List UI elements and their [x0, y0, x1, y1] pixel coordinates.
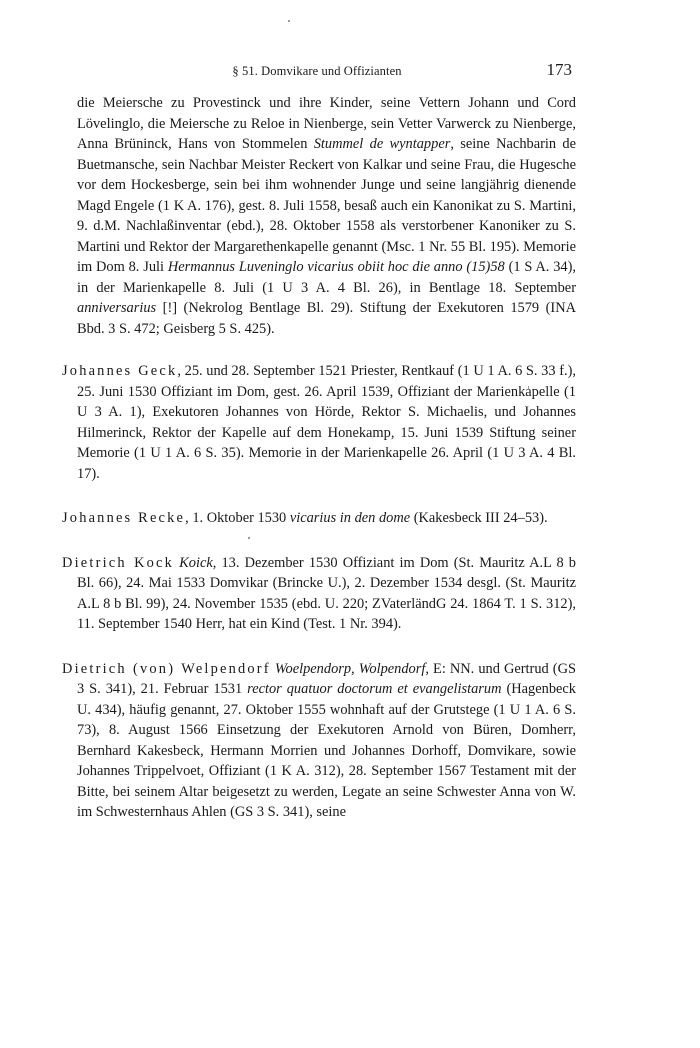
entry-name: Johannes Geck [62, 363, 178, 379]
text-segment: , seine Nachbarin de Buetmansche, sein Nachbar Meister Reckert von Kalkar und seine Frau, die Hugesche vor dem Hockesberge, sein bei ihm wohnender Junge und seine langjährig dienende Magd Engele (1 K A. 176), gest. 8. Juli 1558, besaß auch ein Kanonikat zu S. Martini, 9. d.M. Nachlaßinventar (ebd.), 28. Oktober 1558 als verstorbener Kanoniker zu S. Martini und Rektor der Margarethenkapelle genannt (Msc. 1 Nr. 55 Bl. 195). Memorie im Dom 8. Juli [77, 136, 577, 275]
text-segment: , 25. und 28. September 1521 Priester, Rentkauf (1 U 1 A. 6 S. 33 f.), 25. Juni 1530 Offiziant im Dom, gest. 26. April 1539, Offiziant der Marienkapelle (1 U 3 A. 1), Exekutoren Johannes von Hörde, Rektor S. Michaelis, und Johannes Hilmerinck, Rektor der Kapelle auf dem Honekamp, 15. Juni 1539 Stiftung seiner Memorie (1 U 1 A. 6 S. 35). Memorie in der Marienkapelle 26. April (1 U 3 A. 4 Bl. 17). [77, 363, 576, 482]
text-segment: (1 S A. 34), in der Marienkapelle 8. Juli (1 U 3 A. 4 Bl. 26), in Bentlage 18. September [77, 259, 576, 296]
entry-dietrich-welpendorf [62, 659, 576, 823]
italic-segment: Woelpendorp, Wolpendorf [274, 660, 426, 677]
entry-name: Johannes Recke [62, 510, 186, 526]
entry-text [62, 93, 576, 339]
page-number: 173 [546, 60, 572, 79]
text-segment: , 1. Oktober 1530 [185, 510, 290, 526]
text-segment: die Meiersche zu Provestinck und ihre Kinder, seine Vettern Johann und Cord Lövelinglo, die Meiersche zu Reloe in Nienberge, sein Vetter Varwerck zu Nienberge, Anna Brüninck, Hans von Stommelen [77, 95, 576, 152]
entry-dietrich-kock [62, 553, 576, 635]
italic-segment: Koick [179, 554, 213, 571]
entry-luveninglo-continued [62, 93, 576, 339]
italic-segment: Hermannus Luveninglo vicarius obiit hoc die anno (15)58 [167, 259, 505, 275]
italic-segment: Stummel de wyntapper [313, 136, 451, 152]
entry-name: Dietrich (von) Welpendorf [62, 660, 271, 677]
italic-segment: anniversarius [77, 300, 157, 316]
text-segment: (Kakesbeck III 24–53). [410, 510, 548, 526]
entry-johannes-geck [62, 361, 576, 484]
running-title: § 51. Domvikare und Offizianten [232, 64, 402, 78]
text-segment: , 13. Dezember 1530 Offiziant im Dom (St. Mauritz A.L 8 b Bl. 66), 24. Mai 1533 Domvikar (Brincke U.), 2. Dezember 1534 desgl. (St. Mauritz A.L 8 b Bl. 99), 24. November 1535 (ebd. U. 220; ZVaterländG 24. 1864 T. 1 S. 312), 11. September 1540 Herr, hat ein Kind (Test. 1 Nr. 394). [77, 554, 576, 632]
entry-text [62, 361, 576, 484]
entry-text [62, 553, 576, 635]
entry-name: Dietrich Kock [62, 554, 175, 571]
document-body [62, 93, 576, 823]
entry-text [62, 659, 576, 823]
entry-text [62, 508, 576, 529]
italic-segment: vicarius in den dome [289, 510, 411, 526]
text-segment: (Hagenbeck U. 434), häufig genannt, 27. Oktober 1555 wohnhaft auf der Grutstege (1 U 1 A. 6 S. 73), 8. August 1566 Einsetzung der Exekutoren Arnold von Büren, Domherr, Bernhard Kakesbeck, Hermann Morrien und Johannes Dorhoff, Domvikare, sowie Johannes Trippelvoet, Offiziant (1 K A. 312), 28. September 1567 Testament mit der Bitte, bei seinem Altar beigesetzt zu werden, Legate an seine Schwester Anna von W. im Schwesternhaus Ahlen (GS 3 S. 341), seine [77, 681, 576, 820]
entry-johannes-recke [62, 508, 576, 529]
text-segment: , E: NN. und Gertrud (GS 3 S. 341), 21. Februar 1531 [77, 660, 576, 697]
text-segment: [!] (Nekrolog Bentlage Bl. 29). Stiftung der Exekutoren 1579 (INA Bbd. 3 S. 472; Geisberg 5 S. 425). [77, 300, 576, 337]
italic-segment: rector quatuor doctorum et evangelistarum [247, 681, 502, 697]
running-header [62, 60, 572, 82]
speck-mark [288, 20, 290, 22]
